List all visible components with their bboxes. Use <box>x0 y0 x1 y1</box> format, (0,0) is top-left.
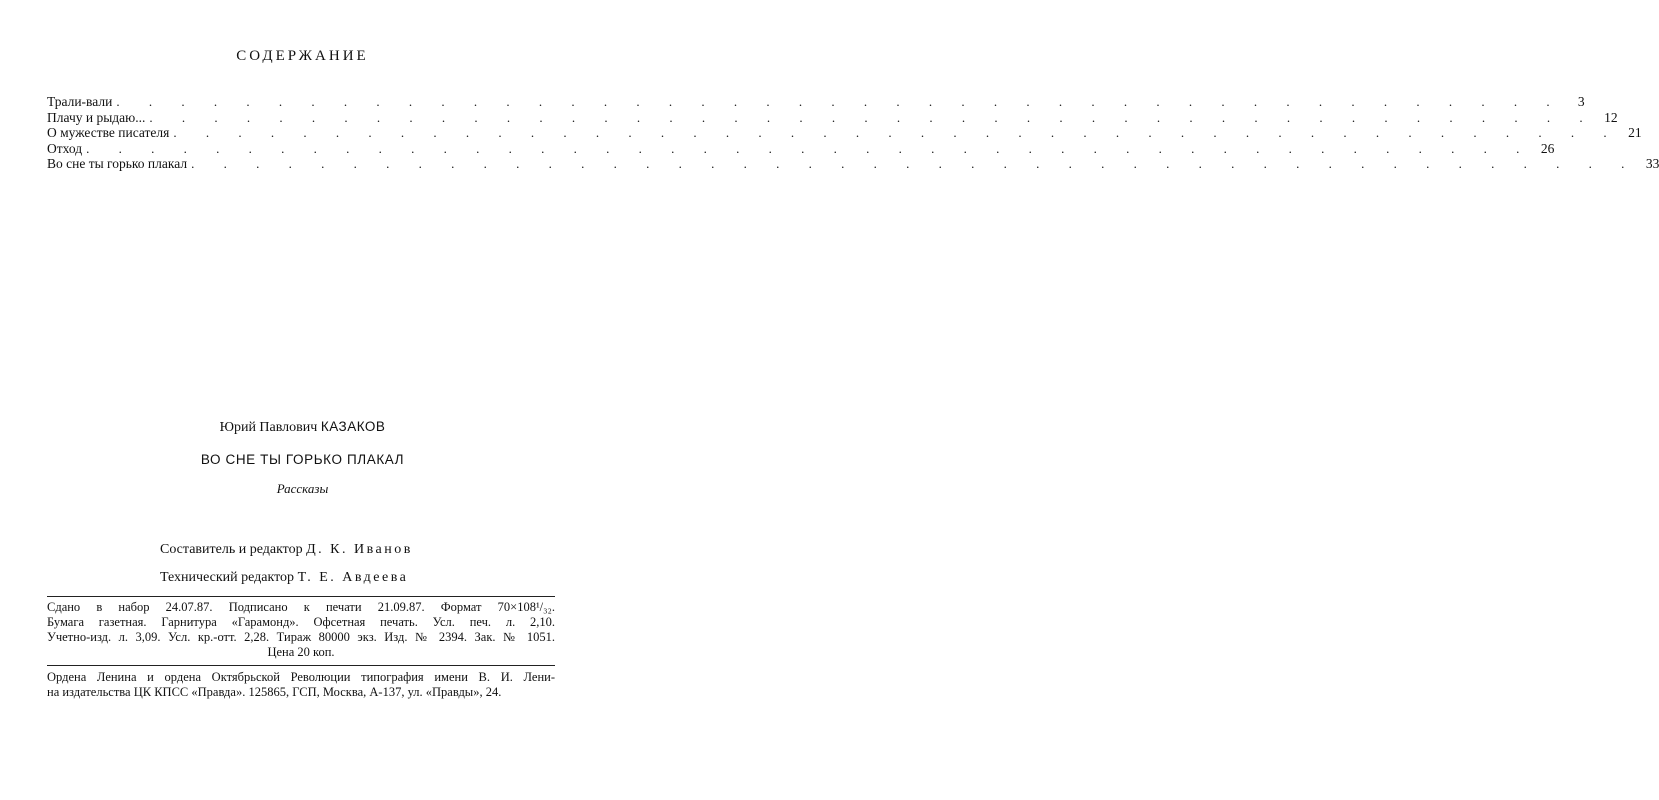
toc-entry-title: Трали-вали <box>47 94 113 109</box>
imprint-line: Сдано в набор 24.07.87. Подписано к печати 21.09.87. Формат 70×108¹/₃₂. <box>47 600 555 614</box>
compiler-label: Составитель и редактор <box>160 542 303 557</box>
toc-entry-title: Отход <box>47 140 83 156</box>
printer-line: на издательства ЦК КПСС «Правда». 125865, ГСП, Москва, А-137, ул. «Правды», 24. <box>47 685 502 699</box>
table-of-contents <box>47 94 1659 172</box>
tech-editor-label: Технический редактор <box>160 570 295 585</box>
toc-entry-page: 3 <box>1577 94 1585 109</box>
imprint-block <box>47 600 555 660</box>
toc-entry <box>47 94 1585 110</box>
author-last-name: КАЗАКОВ <box>320 419 386 434</box>
tech-editor-name: Т. Е. Авдеева <box>297 570 409 585</box>
imprint-line: Учетно-изд. л. 3,09. Усл. кр.-отт. 2,28. Тираж 80000 экз. Изд. № 2394. Зак. № 1051. <box>47 630 555 644</box>
contents-heading: СОДЕРЖАНИЕ <box>236 48 369 64</box>
compiler-credit <box>160 542 413 558</box>
toc-entry <box>47 156 1659 172</box>
imprint-line: Бумага газетная. Гарнитура «Гарамонд». Офсетная печать. Усл. печ. л. 2,10. <box>47 615 555 629</box>
price: Цена 20 коп. <box>267 645 335 659</box>
toc-entry-page: 33 <box>1645 156 1659 171</box>
toc-entry-page: 21 <box>1628 125 1642 140</box>
toc-entry <box>47 125 1642 141</box>
toc-entry-page: 26 <box>1540 140 1555 156</box>
tech-editor-credit <box>160 570 408 586</box>
printer-line: Ордена Ленина и ордена Октябрьской Революции типография имени В. И. Лени- <box>47 670 555 684</box>
toc-leader-dots: . . . . . . . . . . . . . . . . . . . . . . . . . . . . . . . . . . . . . . . . . . . . . <box>191 156 1638 171</box>
divider-rule <box>47 596 555 597</box>
author-first-name: Юрий Павлович <box>219 420 318 435</box>
toc-entry-title: О мужестве писателя <box>47 125 170 140</box>
toc-entry <box>47 140 1555 157</box>
toc-entry-title: Плачу и рыдаю... <box>47 109 146 125</box>
toc-entry-title: Во сне ты горько плакал <box>47 156 188 171</box>
author-line <box>0 419 605 436</box>
toc-entry-page: 12 <box>1604 109 1618 125</box>
toc-leader-dots: . . . . . . . . . . . . . . . . . . . . . . . . . . . . . . . . . . . . . . . . . . . . . <box>173 125 1620 140</box>
toc-leader-dots: . . . . . . . . . . . . . . . . . . . . . . . . . . . . . . . . . . . . . . . . . . . . . <box>86 140 1533 156</box>
book-genre: Рассказы <box>276 481 329 496</box>
divider-rule <box>47 665 555 666</box>
toc-entry <box>47 109 1618 126</box>
toc-leader-dots: . . . . . . . . . . . . . . . . . . . . . . . . . . . . . . . . . . . . . . . . . . . . . <box>116 94 1563 109</box>
compiler-name: Д. К. Иванов <box>306 542 413 557</box>
toc-leader-dots: . . . . . . . . . . . . . . . . . . . . . . . . . . . . . . . . . . . . . . . . . . . . . <box>149 109 1596 125</box>
book-title: ВО СНЕ ТЫ ГОРЬКО ПЛАКАЛ <box>200 452 405 467</box>
printer-info <box>47 670 555 700</box>
